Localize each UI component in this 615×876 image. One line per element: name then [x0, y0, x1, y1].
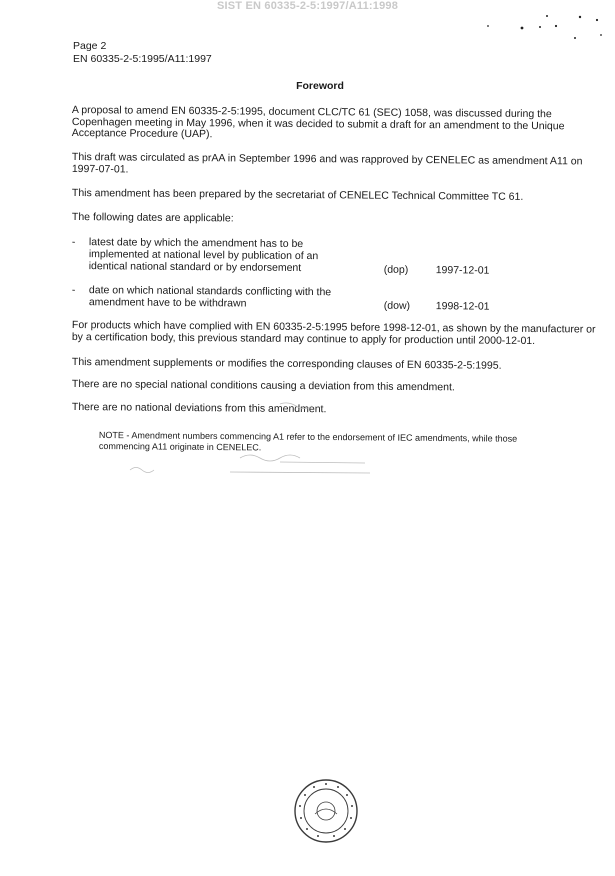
page-number: Page 2 — [73, 40, 107, 52]
list-item-abbreviation: (dow) — [383, 299, 411, 312]
paragraph-draft-circulation: This draft was circulated as prAA in September 1996 and was rapproved by CENELEC as amendment A11 on 1997-07-01. — [71, 151, 583, 175]
foreword-title: Foreword — [296, 80, 344, 92]
scan-specks — [470, 10, 610, 60]
list-item-text: date on which national standards conflicting with the amendment have to be withdrawn — [88, 284, 332, 310]
paragraph-national-deviations: There are no national deviations from this amendment. — [71, 401, 327, 416]
paragraph-previous-standard: For products which have complied with EN 60335-2-5:1995 before 1998-12-01, as shown by the manufacturer or by a certification body, this previous standard may continue to apply for production until 2000-12-01. — [71, 319, 596, 347]
paragraph-supplements: This amendment supplements or modifies the corresponding clauses of EN 60335-2-5:1995. — [71, 356, 502, 372]
paragraph-proposal: A proposal to amend EN 60335-2-5:1995, document CLC/TC 61 (SEC) 1058, was discussed during the Copenhagen meeting in May 1996, when it was decided to submit a draft for an amendment to the Unique Acceptance Procedure (UAP). — [71, 104, 565, 141]
amendment-note: NOTE - Amendment numbers commencing A1 refer to the endorsement of IEC amendments, while those commencing A11 originate in CENELEC. — [98, 430, 518, 452]
dates-list-item-dow — [71, 284, 602, 313]
paragraph-dates-intro: The following dates are applicable: — [71, 211, 234, 225]
dates-list-item-dop — [71, 236, 602, 277]
document-id: EN 60335-2-5:1995/A11:1997 — [73, 53, 212, 65]
paragraph-special-conditions: There are no special national conditions causing a deviation from this amendment. — [71, 378, 455, 394]
paragraph-secretariat: This amendment has been prepared by the secretariat of CENELEC Technical Committee TC 61. — [71, 187, 524, 203]
watermark-header: SIST EN 60335-2-5:1997/A11:1998 — [216, 0, 399, 12]
list-item-date: 1997-12-01 — [435, 264, 490, 277]
list-item-text: latest date by which the amendment has to be implemented at national level by publication of an identical national standard or by endorsement — [88, 236, 319, 275]
list-bullet: - — [71, 236, 76, 249]
list-item-date: 1998-12-01 — [435, 300, 490, 313]
list-item-abbreviation: (dop) — [383, 263, 409, 276]
seal-stamp-icon — [293, 778, 359, 844]
list-bullet: - — [71, 284, 76, 297]
